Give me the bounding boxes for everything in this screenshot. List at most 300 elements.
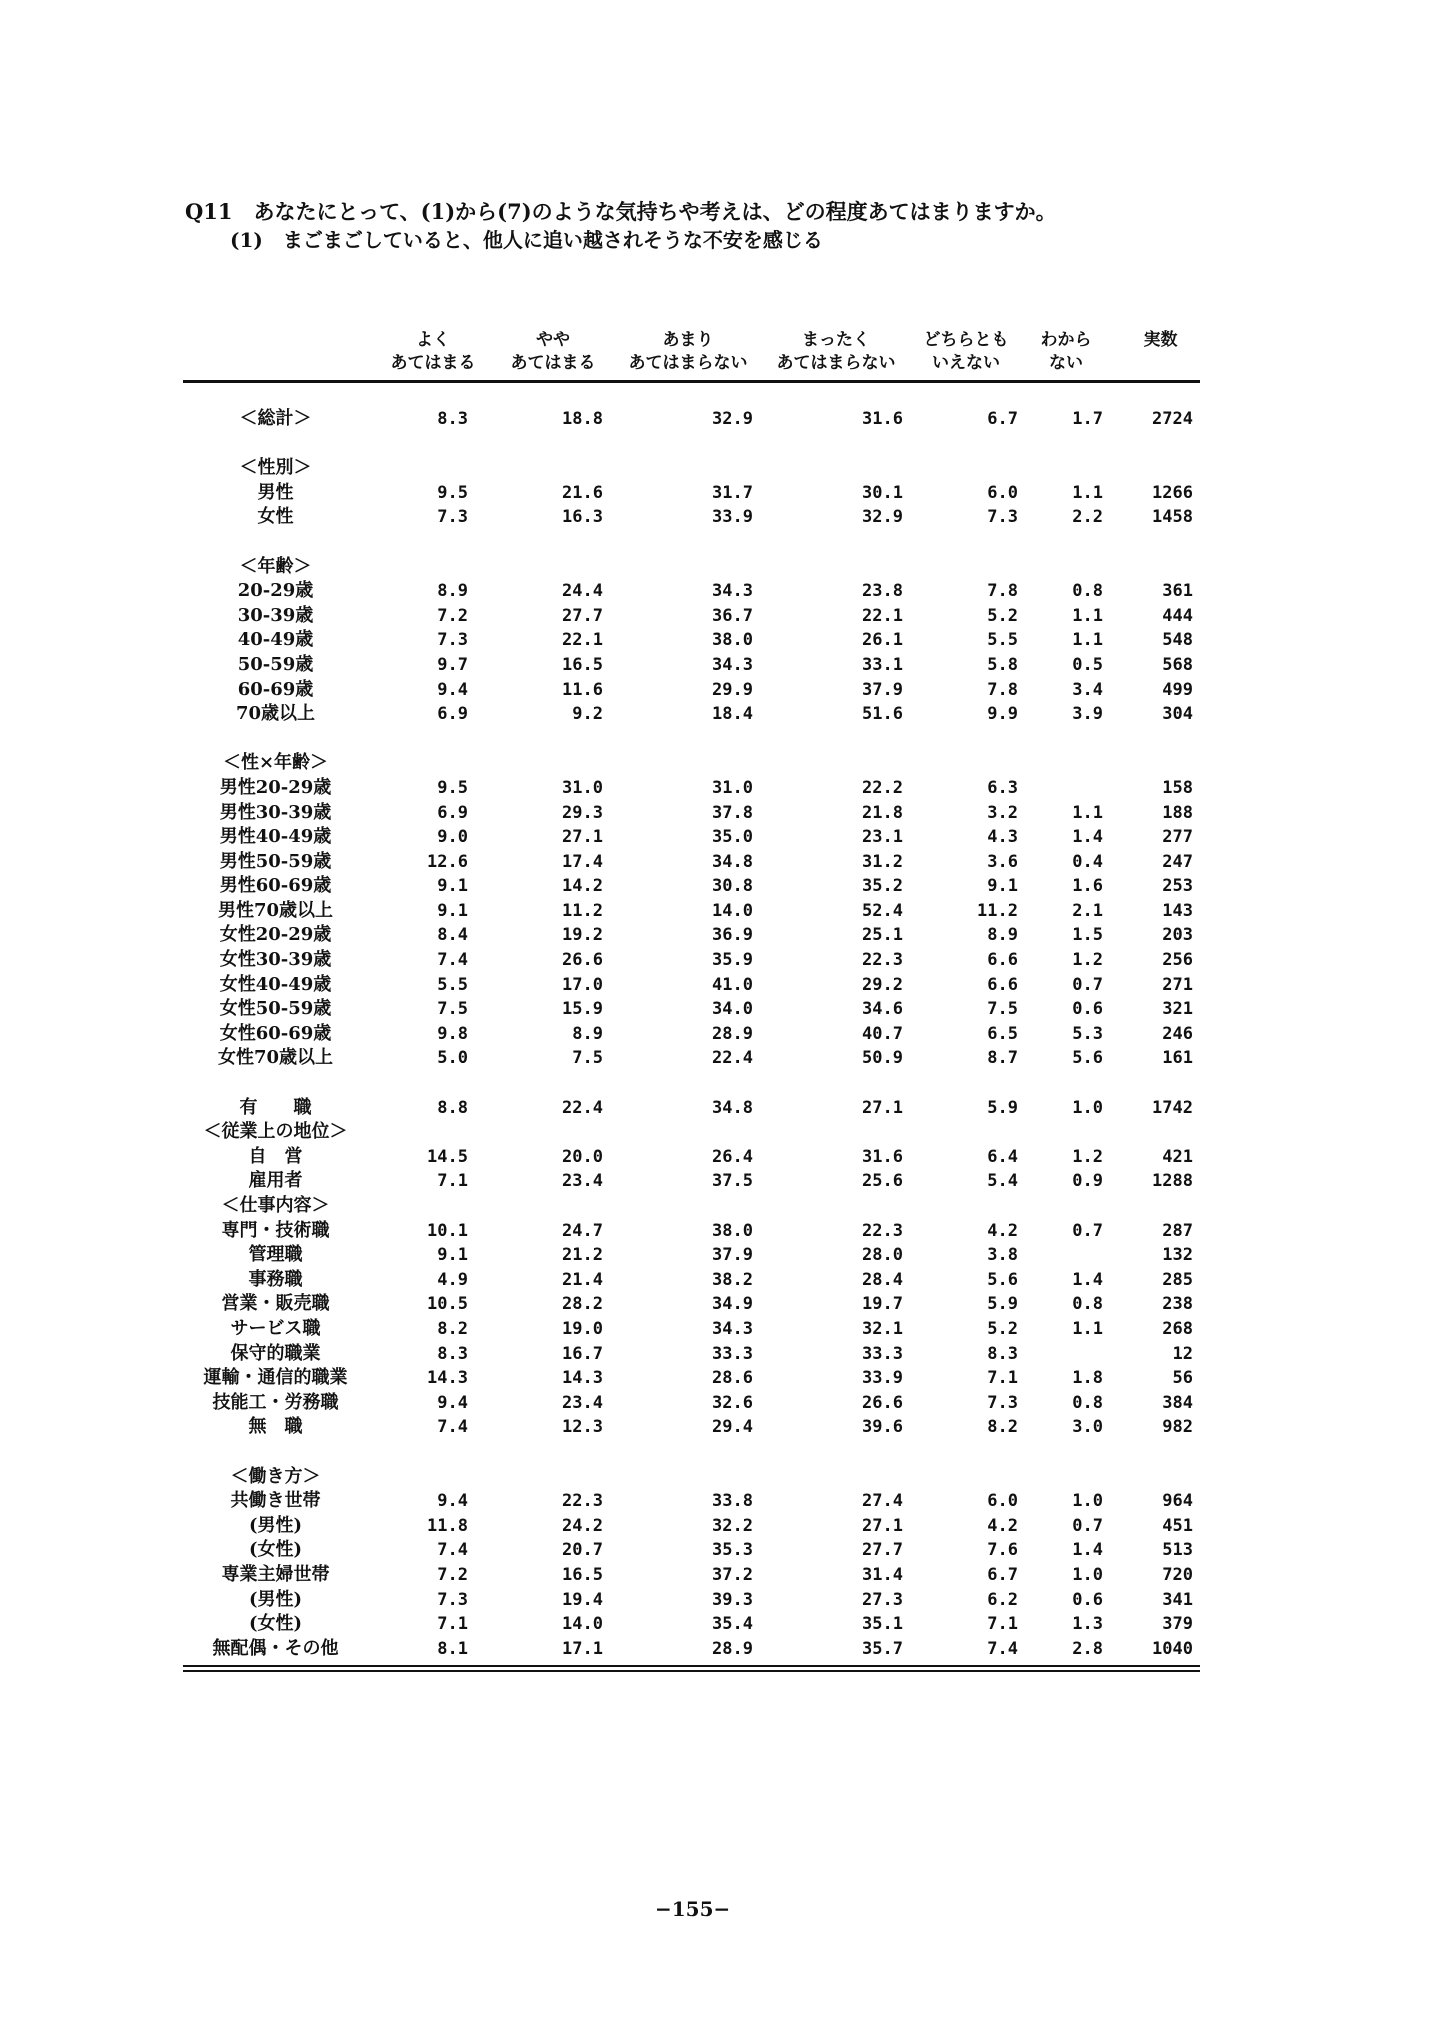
cell-value: 22.1 xyxy=(862,605,903,626)
row-spacer xyxy=(183,1071,1200,1096)
cell-value: 33.3 xyxy=(712,1343,753,1364)
cell-value: 22.4 xyxy=(712,1048,753,1069)
row-label: 男性30-39歳 xyxy=(219,801,332,823)
table-row xyxy=(183,1194,1200,1219)
row-label: 専業主婦世帯 xyxy=(221,1563,330,1585)
cell-value: 9.1 xyxy=(437,876,468,897)
cell-value: 27.7 xyxy=(562,605,603,626)
cell-value: 7.3 xyxy=(437,630,468,651)
cell-value: 548 xyxy=(1162,630,1193,651)
row-label: ＜総計＞ xyxy=(239,408,312,429)
cell-value: 7.5 xyxy=(437,999,468,1020)
cell-value: 23.4 xyxy=(562,1392,603,1413)
row-label: 30-39歳 xyxy=(237,604,314,626)
table-body xyxy=(183,383,1200,1661)
row-label: 自 営 xyxy=(248,1145,303,1167)
cell-value: 268 xyxy=(1162,1318,1193,1339)
cell-value: 253 xyxy=(1162,876,1193,897)
cell-value: 9.1 xyxy=(987,876,1018,897)
cell-value: 0.9 xyxy=(1072,1171,1103,1192)
cell-value: 28.9 xyxy=(712,1023,753,1044)
cell-value: 5.5 xyxy=(437,974,468,995)
cell-value: 5.9 xyxy=(987,1097,1018,1118)
table-row xyxy=(183,1169,1200,1194)
cell-value: 0.8 xyxy=(1072,1294,1103,1315)
table-row xyxy=(183,1366,1200,1391)
cell-value: 341 xyxy=(1162,1589,1193,1610)
cell-value: 28.2 xyxy=(562,1294,603,1315)
cell-value: 6.9 xyxy=(437,802,468,823)
table-row xyxy=(183,1219,1200,1244)
cell-value: 8.3 xyxy=(437,409,468,429)
cell-value: 1.0 xyxy=(1072,1097,1103,1118)
row-label: 50-59歳 xyxy=(237,653,314,675)
cell-value: 16.5 xyxy=(562,654,603,675)
cell-value: 33.9 xyxy=(712,507,753,528)
cell-value: 32.1 xyxy=(862,1318,903,1339)
cell-value: 51.6 xyxy=(862,704,903,725)
cell-value: 3.9 xyxy=(1072,704,1103,725)
row-label: 女性70歳以上 xyxy=(217,1047,334,1069)
table-row xyxy=(183,948,1200,973)
col-header-7: 実数 xyxy=(1143,330,1178,350)
cell-value: 7.8 xyxy=(987,679,1018,700)
cell-value: 16.7 xyxy=(562,1343,603,1364)
cell-value: 1040 xyxy=(1152,1638,1193,1659)
cell-value: 10.1 xyxy=(427,1220,468,1241)
cell-value: 1458 xyxy=(1152,507,1193,528)
cell-value: 1.4 xyxy=(1072,1540,1103,1561)
table-row xyxy=(183,1563,1200,1588)
row-label: 女性 xyxy=(257,506,294,528)
cell-value: 1.0 xyxy=(1072,1564,1103,1585)
cell-value: 39.3 xyxy=(712,1589,753,1610)
results-table xyxy=(183,325,1200,1672)
cell-value: 2.2 xyxy=(1072,507,1103,528)
table-header xyxy=(183,325,1200,383)
cell-value: 9.7 xyxy=(437,654,468,675)
cell-value: 6.3 xyxy=(987,777,1018,798)
table-row xyxy=(183,973,1200,998)
row-label: 無 職 xyxy=(248,1416,303,1438)
cell-value: 499 xyxy=(1162,679,1193,700)
table-row xyxy=(183,1096,1200,1121)
row-label: 管理職 xyxy=(248,1244,303,1266)
cell-value: 5.0 xyxy=(437,1048,468,1069)
col-header-5: どちらとも いえない xyxy=(923,330,1009,373)
cell-value: 7.4 xyxy=(437,1540,468,1561)
cell-value: 5.5 xyxy=(987,630,1018,651)
row-label: ＜年齢＞ xyxy=(239,555,312,577)
cell-value: 27.4 xyxy=(862,1491,903,1512)
row-label: 女性40-49歳 xyxy=(219,973,332,995)
cell-value: 1.7 xyxy=(1072,409,1103,429)
cell-value: 10.5 xyxy=(427,1294,468,1315)
cell-value: 285 xyxy=(1162,1269,1193,1290)
cell-value: 1.3 xyxy=(1072,1614,1103,1635)
cell-value: 35.9 xyxy=(712,950,753,971)
cell-value: 27.1 xyxy=(862,1097,903,1118)
cell-value: 9.4 xyxy=(437,679,468,700)
cell-value: 9.4 xyxy=(437,1491,468,1512)
cell-value: 11.2 xyxy=(977,900,1018,921)
row-label: ＜仕事内容＞ xyxy=(221,1195,330,1216)
row-label: 有 職 xyxy=(239,1096,312,1118)
cell-value: 6.5 xyxy=(987,1023,1018,1044)
page-number: −155− xyxy=(655,1897,731,1921)
table-row xyxy=(183,579,1200,604)
cell-value: 0.6 xyxy=(1072,1589,1103,1610)
cell-value: 31.7 xyxy=(712,482,753,503)
cell-value: 39.6 xyxy=(862,1417,903,1438)
row-label: 女性30-39歳 xyxy=(219,949,332,971)
cell-value: 21.8 xyxy=(862,802,903,823)
cell-value: 8.2 xyxy=(437,1318,468,1339)
row-label: ＜性×年齢＞ xyxy=(222,752,329,774)
cell-value: 34.6 xyxy=(862,999,903,1020)
table-row xyxy=(183,1514,1200,1539)
cell-value: 361 xyxy=(1162,581,1193,602)
table-row xyxy=(183,1489,1200,1514)
cell-value: 34.8 xyxy=(712,1097,753,1118)
col-header-3: あまり あてはまらない xyxy=(628,330,748,373)
cell-value: 31.0 xyxy=(562,777,603,798)
cell-value: 27.3 xyxy=(862,1589,903,1610)
cell-value: 7.8 xyxy=(987,581,1018,602)
cell-value: 11.2 xyxy=(562,900,603,921)
cell-value: 1.1 xyxy=(1072,605,1103,626)
cell-value: 23.8 xyxy=(862,581,903,602)
cell-value: 271 xyxy=(1162,974,1193,995)
table-row xyxy=(183,1342,1200,1367)
table-row xyxy=(183,407,1200,432)
cell-value: 9.1 xyxy=(437,1245,468,1266)
cell-value: 24.4 xyxy=(562,581,603,602)
cell-value: 1.5 xyxy=(1072,925,1103,946)
cell-value: 6.6 xyxy=(987,974,1018,995)
cell-value: 0.7 xyxy=(1072,974,1103,995)
cell-value: 12.3 xyxy=(562,1417,603,1438)
cell-value: 6.2 xyxy=(987,1589,1018,1610)
table-row xyxy=(183,1292,1200,1317)
cell-value: 26.6 xyxy=(562,950,603,971)
cell-value: 6.7 xyxy=(987,409,1018,429)
row-label: 無配偶・その他 xyxy=(212,1637,339,1659)
cell-value: 246 xyxy=(1162,1023,1193,1044)
row-label: 男性60-69歳 xyxy=(219,875,332,897)
cell-value: 50.9 xyxy=(862,1048,903,1069)
cell-value: 9.8 xyxy=(437,1023,468,1044)
cell-value: 8.3 xyxy=(987,1343,1018,1364)
cell-value: 7.3 xyxy=(437,507,468,528)
row-label: 女性20-29歳 xyxy=(219,924,332,946)
cell-value: 23.4 xyxy=(562,1171,603,1192)
cell-value: 16.3 xyxy=(562,507,603,528)
cell-value: 11.6 xyxy=(562,679,603,700)
table-row xyxy=(183,801,1200,826)
cell-value: 27.1 xyxy=(562,827,603,848)
row-label: (女性) xyxy=(248,1613,303,1635)
cell-value: 6.0 xyxy=(987,1491,1018,1512)
cell-value: 6.7 xyxy=(987,1564,1018,1585)
row-label: 雇用者 xyxy=(248,1170,303,1192)
cell-value: 35.7 xyxy=(862,1638,903,1659)
cell-value: 34.8 xyxy=(712,851,753,872)
cell-value: 22.4 xyxy=(562,1097,603,1118)
cell-value: 31.6 xyxy=(862,1146,903,1167)
cell-value: 17.0 xyxy=(562,974,603,995)
row-label: 技能工・労務職 xyxy=(212,1391,339,1413)
row-spacer xyxy=(183,530,1200,555)
cell-value: 6.0 xyxy=(987,482,1018,503)
cell-value: 32.2 xyxy=(712,1515,753,1536)
cell-value: 17.1 xyxy=(562,1638,603,1659)
cell-value: 32.9 xyxy=(862,507,903,528)
cell-value: 26.1 xyxy=(862,630,903,651)
cell-value: 14.5 xyxy=(427,1146,468,1167)
cell-value: 238 xyxy=(1162,1294,1193,1315)
cell-value: 513 xyxy=(1162,1540,1193,1561)
table-row xyxy=(183,604,1200,629)
cell-value: 29.2 xyxy=(862,974,903,995)
row-spacer xyxy=(183,1440,1200,1465)
cell-value: 28.4 xyxy=(862,1269,903,1290)
cell-value: 9.9 xyxy=(987,704,1018,725)
cell-value: 6.4 xyxy=(987,1146,1018,1167)
cell-value: 4.2 xyxy=(987,1515,1018,1536)
row-label: ＜従業上の地位＞ xyxy=(203,1121,348,1143)
cell-value: 7.1 xyxy=(437,1171,468,1192)
cell-value: 19.4 xyxy=(562,1589,603,1610)
cell-value: 132 xyxy=(1162,1245,1193,1266)
cell-value: 0.7 xyxy=(1072,1220,1103,1241)
cell-value: 12 xyxy=(1172,1343,1193,1364)
cell-value: 7.3 xyxy=(437,1589,468,1610)
cell-value: 5.8 xyxy=(987,654,1018,675)
cell-value: 5.6 xyxy=(987,1269,1018,1290)
question-title: Q11 あなたにとって、(1)から(7)のような気持ちや考えは、どの程度あてはまりますか。 xyxy=(185,199,1057,224)
cell-value: 21.4 xyxy=(562,1269,603,1290)
row-label: 営業・販売職 xyxy=(221,1293,330,1315)
cell-value: 33.3 xyxy=(862,1343,903,1364)
cell-value: 5.9 xyxy=(987,1294,1018,1315)
cell-value: 28.6 xyxy=(712,1368,753,1389)
table-row xyxy=(183,1588,1200,1613)
table-row xyxy=(183,555,1200,580)
cell-value: 9.5 xyxy=(437,482,468,503)
cell-value: 24.7 xyxy=(562,1220,603,1241)
cell-value: 36.9 xyxy=(712,925,753,946)
cell-value: 7.3 xyxy=(987,507,1018,528)
table-row xyxy=(183,1538,1200,1563)
cell-value: 38.0 xyxy=(712,630,753,651)
cell-value: 321 xyxy=(1162,999,1193,1020)
table-row xyxy=(183,850,1200,875)
table-bottom-rule-2 xyxy=(183,1670,1200,1672)
question-subtitle: (1) まごまごしていると、他人に追い越されそうな不安を感じる xyxy=(230,228,823,252)
cell-value: 31.0 xyxy=(712,777,753,798)
cell-value: 26.6 xyxy=(862,1392,903,1413)
cell-value: 9.1 xyxy=(437,900,468,921)
table-row xyxy=(183,653,1200,678)
cell-value: 19.2 xyxy=(562,925,603,946)
cell-value: 1.2 xyxy=(1072,1146,1103,1167)
cell-value: 34.9 xyxy=(712,1294,753,1315)
cell-value: 30.8 xyxy=(712,876,753,897)
cell-value: 21.6 xyxy=(562,482,603,503)
cell-value: 7.1 xyxy=(987,1368,1018,1389)
cell-value: 26.4 xyxy=(712,1146,753,1167)
cell-value: 1.6 xyxy=(1072,876,1103,897)
cell-value: 3.2 xyxy=(987,802,1018,823)
cell-value: 256 xyxy=(1162,950,1193,971)
cell-value: 964 xyxy=(1162,1491,1193,1512)
cell-value: 14.0 xyxy=(562,1614,603,1635)
cell-value: 5.2 xyxy=(987,1318,1018,1339)
cell-value: 9.5 xyxy=(437,777,468,798)
cell-value: 35.0 xyxy=(712,827,753,848)
cell-value: 38.2 xyxy=(712,1269,753,1290)
cell-value: 8.9 xyxy=(572,1023,603,1044)
cell-value: 41.0 xyxy=(712,974,753,995)
row-label: ＜働き方＞ xyxy=(230,1465,321,1487)
table-row xyxy=(183,456,1200,481)
cell-value: 31.6 xyxy=(862,409,903,429)
row-label: 20-29歳 xyxy=(237,580,314,602)
row-label: 専門・技術職 xyxy=(221,1219,330,1241)
cell-value: 203 xyxy=(1162,925,1193,946)
table-row xyxy=(183,1637,1200,1662)
cell-value: 444 xyxy=(1162,605,1193,626)
cell-value: 20.7 xyxy=(562,1540,603,1561)
cell-value: 0.4 xyxy=(1072,851,1103,872)
cell-value: 568 xyxy=(1162,654,1193,675)
table-row xyxy=(183,505,1200,530)
cell-value: 31.2 xyxy=(862,851,903,872)
cell-value: 25.6 xyxy=(862,1171,903,1192)
cell-value: 22.3 xyxy=(862,950,903,971)
cell-value: 15.9 xyxy=(562,999,603,1020)
cell-value: 11.8 xyxy=(427,1515,468,1536)
cell-value: 21.2 xyxy=(562,1245,603,1266)
cell-value: 28.9 xyxy=(712,1638,753,1659)
row-label: (女性) xyxy=(248,1539,303,1561)
cell-value: 16.5 xyxy=(562,1564,603,1585)
cell-value: 9.4 xyxy=(437,1392,468,1413)
row-spacer xyxy=(183,727,1200,752)
cell-value: 7.5 xyxy=(572,1048,603,1069)
cell-value: 35.4 xyxy=(712,1614,753,1635)
cell-value: 0.5 xyxy=(1072,654,1103,675)
cell-value: 19.0 xyxy=(562,1318,603,1339)
cell-value: 1.4 xyxy=(1072,1269,1103,1290)
cell-value: 24.2 xyxy=(562,1515,603,1536)
table-row xyxy=(183,481,1200,506)
cell-value: 421 xyxy=(1162,1146,1193,1167)
row-label: 70歳以上 xyxy=(235,703,316,725)
table-row xyxy=(183,776,1200,801)
table-row xyxy=(183,874,1200,899)
cell-value: 1266 xyxy=(1152,482,1193,503)
col-header-2: やや あてはまる xyxy=(510,330,596,373)
cell-value: 18.4 xyxy=(712,704,753,725)
table-row xyxy=(183,1612,1200,1637)
cell-value: 36.7 xyxy=(712,605,753,626)
row-label: (男性) xyxy=(248,1514,303,1536)
cell-value: 1.0 xyxy=(1072,1491,1103,1512)
cell-value: 28.0 xyxy=(862,1245,903,1266)
cell-value: 1288 xyxy=(1152,1171,1193,1192)
cell-value: 35.2 xyxy=(862,876,903,897)
cell-value: 37.9 xyxy=(712,1245,753,1266)
cell-value: 158 xyxy=(1162,777,1193,798)
cell-value: 720 xyxy=(1162,1564,1193,1585)
cell-value: 22.1 xyxy=(562,630,603,651)
cell-value: 9.0 xyxy=(437,827,468,848)
cell-value: 1.1 xyxy=(1072,482,1103,503)
row-label: 60-69歳 xyxy=(237,678,314,700)
cell-value: 9.2 xyxy=(572,704,603,725)
cell-value: 8.9 xyxy=(437,581,468,602)
cell-value: 7.2 xyxy=(437,1564,468,1585)
cell-value: 52.4 xyxy=(862,900,903,921)
row-label: 事務職 xyxy=(248,1268,303,1290)
cell-value: 18.8 xyxy=(562,409,603,429)
cell-value: 7.6 xyxy=(987,1540,1018,1561)
table-row xyxy=(183,678,1200,703)
row-label: 男性20-29歳 xyxy=(219,776,332,798)
cell-value: 37.9 xyxy=(862,679,903,700)
cell-value: 6.9 xyxy=(437,704,468,725)
cell-value: 14.3 xyxy=(427,1368,468,1389)
cell-value: 22.2 xyxy=(862,777,903,798)
row-label: サービス職 xyxy=(230,1317,321,1339)
cell-value: 5.6 xyxy=(1072,1048,1103,1069)
row-label: (男性) xyxy=(248,1588,303,1610)
cell-value: 161 xyxy=(1162,1048,1193,1069)
col-header-4: まったく あてはまらない xyxy=(776,330,896,373)
cell-value: 6.6 xyxy=(987,950,1018,971)
cell-value: 982 xyxy=(1162,1417,1193,1438)
cell-value: 37.5 xyxy=(712,1171,753,1192)
cell-value: 8.4 xyxy=(437,925,468,946)
cell-value: 5.3 xyxy=(1072,1023,1103,1044)
row-label: 保守的職業 xyxy=(230,1342,321,1364)
cell-value: 2.1 xyxy=(1072,900,1103,921)
cell-value: 35.3 xyxy=(712,1540,753,1561)
row-label: 男性50-59歳 xyxy=(219,850,332,872)
cell-value: 3.4 xyxy=(1072,679,1103,700)
cell-value: 7.2 xyxy=(437,605,468,626)
cell-value: 3.6 xyxy=(987,851,1018,872)
cell-value: 1.8 xyxy=(1072,1368,1103,1389)
cell-value: 32.9 xyxy=(712,409,753,429)
cell-value: 0.7 xyxy=(1072,1515,1103,1536)
cell-value: 14.0 xyxy=(712,900,753,921)
cell-value: 4.9 xyxy=(437,1269,468,1290)
table-row xyxy=(183,899,1200,924)
table-row xyxy=(183,1391,1200,1416)
cell-value: 14.2 xyxy=(562,876,603,897)
cell-value: 34.0 xyxy=(712,999,753,1020)
cell-value: 143 xyxy=(1162,900,1193,921)
row-label: 運輸・通信的職業 xyxy=(203,1367,348,1389)
row-label: 40-49歳 xyxy=(237,629,314,651)
cell-value: 7.5 xyxy=(987,999,1018,1020)
cell-value: 7.1 xyxy=(437,1614,468,1635)
cell-value: 3.8 xyxy=(987,1245,1018,1266)
table-row xyxy=(183,1046,1200,1071)
